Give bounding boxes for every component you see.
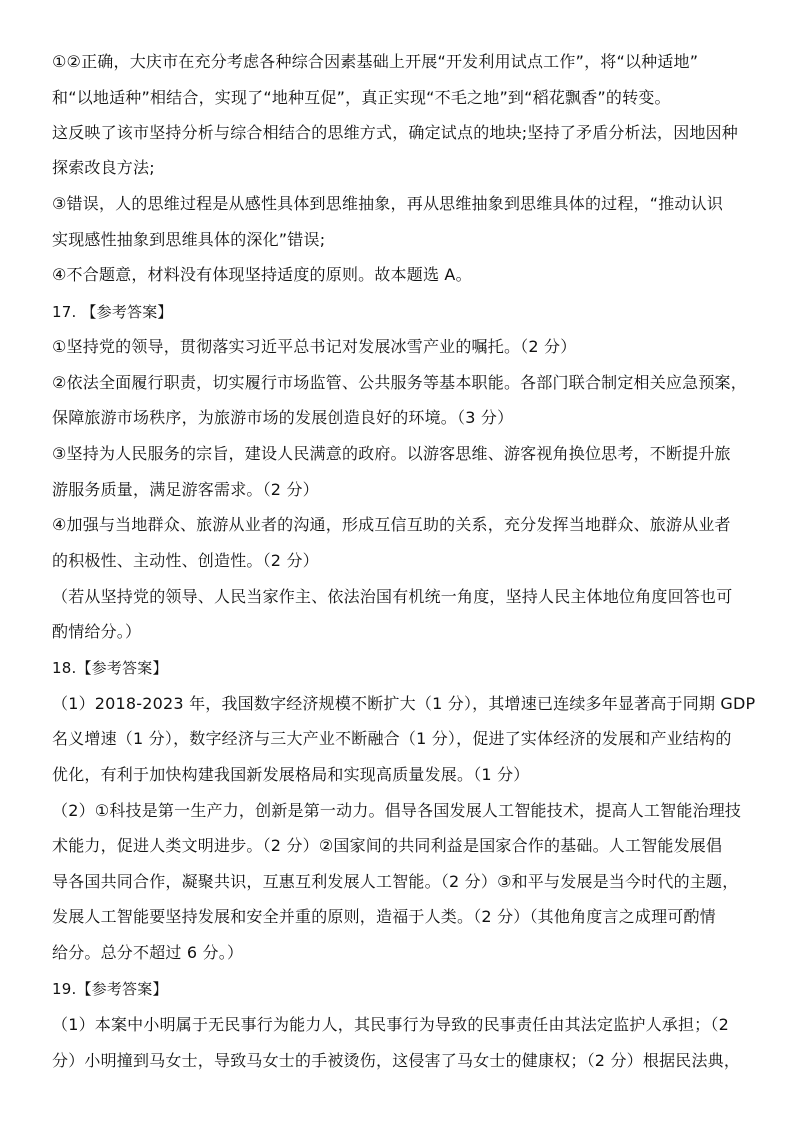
question-18-heading: 18.【参考答案】 xyxy=(52,659,168,677)
text-line: （若从坚持党的领导、人民当家作主、依法治国有机统一角度，坚持人民主体地位角度回答也可 xyxy=(52,587,733,606)
text-line: 术能力，促进人类文明进步。（2 分）②国家间的共同利益是国家合作的基础。人工智能发展倡 xyxy=(52,836,723,855)
text-line: 和“以地适种”相结合，实现了“地种互促”，真正实现“不毛之地”到“稻花飘香”的转变。 xyxy=(52,88,671,107)
text-line: ②依法全面履行职责，切实履行市场监管、公共服务等基本职能。各部门联合制定相关应急预案， xyxy=(52,373,747,392)
text-line: （2）①科技是第一生产力，创新是第一动力。倡导各国发展人工智能技术，提高人工智能治理技 xyxy=(52,801,742,820)
text-line: ③错误，人的思维过程是从感性具体到思维抽象，再从思维抽象到思维具体的过程，“推动认识 xyxy=(52,194,724,213)
question-17-heading: 17. 【参考答案】 xyxy=(52,303,173,321)
text-line: 分）小明撞到马女士，导致马女士的手被烫伤，这侵害了马女士的健康权；（2 分）根据民法典， xyxy=(52,1051,741,1070)
text-line: ③坚持为人民服务的宗旨，建设人民满意的政府。以游客思维、游客视角换位思考，不断提升旅 xyxy=(52,444,731,463)
text-line: 的积极性、主动性、创造性。（2 分） xyxy=(52,551,319,570)
text-line: 酌情给分。） xyxy=(52,622,142,641)
text-line: 保障旅游市场秩序，为旅游市场的发展创造良好的环境。（3 分） xyxy=(52,408,514,427)
text-line: 优化，有利于加快构建我国新发展格局和实现高质量发展。（1 分） xyxy=(52,765,530,784)
text-line: （1）2018-2023 年，我国数字经济规模不断扩大（1 分），其增速已连续多年显著高于同期 GDP xyxy=(52,694,756,713)
text-line: ④不合题意，材料没有体现坚持适度的原则。故本题选 A。 xyxy=(52,265,472,284)
text-line: （1）本案中小明属于无民事行为能力人，其民事行为导致的民事责任由其法定监护人承担；（2 xyxy=(52,1015,729,1034)
text-line: 给分。总分不超过 6 分。） xyxy=(52,943,244,962)
text-line: 名义增速（1 分），数字经济与三大产业不断融合（1 分），促进了实体经济的发展和产业结构的 xyxy=(52,729,732,748)
text-line: ①②正确，大庆市在充分考虑各种综合因素基础上开展“开发利用试点工作”，将“以种适地” xyxy=(52,52,699,71)
text-line: 导各国共同合作，凝聚共识，互惠互利发展人工智能。（2 分）③和平与发展是当今时代的主题， xyxy=(52,872,739,891)
text-line: ①坚持党的领导，贯彻落实习近平总书记对发展冰雪产业的嘱托。（2 分） xyxy=(52,337,577,356)
text-line: 发展人工智能要坚持发展和安全并重的原则，造福于人类。（2 分）（其他角度言之成理可酌情 xyxy=(52,907,716,926)
text-line: 实现感性抽象到思维具体的深化”错误; xyxy=(52,230,326,249)
text-line: ④加强与当地群众、旅游从业者的沟通，形成互信互助的关系，充分发挥当地群众、旅游从业者 xyxy=(52,515,731,534)
text-line: 游服务质量，满足游客需求。（2 分） xyxy=(52,480,319,499)
text-line: 探索改良方法; xyxy=(52,158,155,177)
question-19-heading: 19.【参考答案】 xyxy=(52,980,168,998)
text-line: 这反映了该市坚持分析与综合相结合的思维方式，确定试点的地块;坚持了矛盾分析法，因地因种 xyxy=(52,123,738,142)
